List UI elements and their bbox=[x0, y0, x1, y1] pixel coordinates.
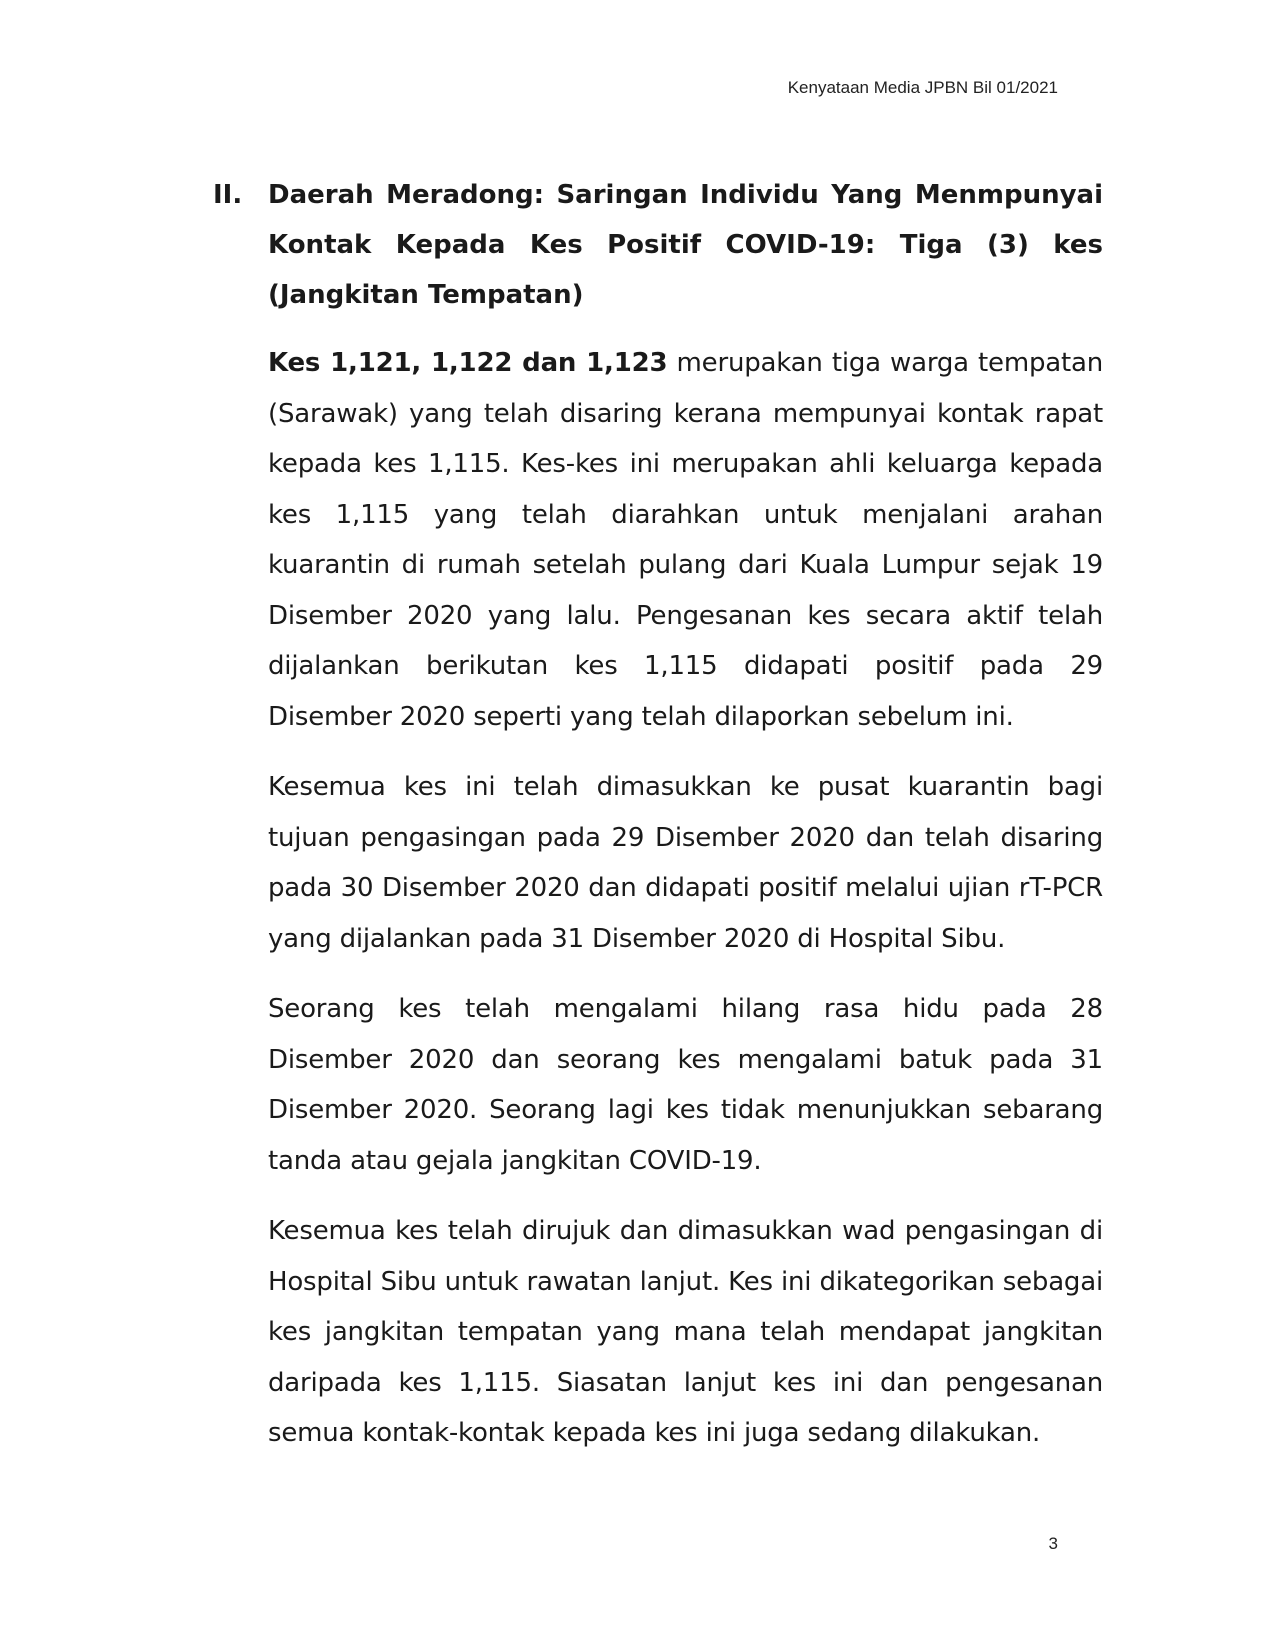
section-heading bbox=[213, 170, 1103, 320]
document-section bbox=[213, 170, 1103, 1479]
section-number: II. bbox=[213, 180, 243, 210]
paragraph-3: Seorang kes telah mengalami hilang rasa hidu pada 28 Disember 2020 dan seorang kes mengalami batuk pada 31 Disember 2020. Seorang lagi kes tidak menunjukkan sebarang tanda atau gejala jangkitan COVID-19. bbox=[268, 994, 1103, 1176]
paragraph-1 bbox=[268, 338, 1103, 742]
section-title: Daerah Meradong: Saringan Individu Yang Menmpunyai Kontak Kepada Kes Positif COVID-19: Tiga (3) kes (Jangkitan Tempatan) bbox=[268, 180, 1103, 310]
paragraph-1-text: merupakan tiga warga tempatan (Sarawak) yang telah disaring kerana mempunyai kontak rapat kepada kes 1,115. Kes-kes ini merupakan ahli keluarga kepada kes 1,115 yang telah diarahkan untuk menjalani arahan kuarantin di rumah setelah pulang dari Kuala Lumpur sejak 19 Disember 2020 yang lalu. Pengesanan kes secara aktif telah dijalankan berikutan kes 1,115 didapati positif pada 29 Disember 2020 seperti yang telah dilaporkan sebelum ini. bbox=[268, 348, 1104, 732]
section-body bbox=[268, 338, 1103, 1459]
paragraph-1-bold-lead: Kes 1,121, 1,122 dan 1,123 bbox=[268, 348, 668, 378]
paragraph-2: Kesemua kes ini telah dimasukkan ke pusat kuarantin bagi tujuan pengasingan pada 29 Disember 2020 dan telah disaring pada 30 Disember 2020 dan didapati positif melalui ujian rT-PCR yang dijalankan pada 31 Disember 2020 di Hospital Sibu. bbox=[268, 772, 1103, 954]
document-reference-header: Kenyataan Media JPBN Bil 01/2021 bbox=[787, 78, 1058, 97]
paragraph-4: Kesemua kes telah dirujuk dan dimasukkan wad pengasingan di Hospital Sibu untuk rawatan lanjut. Kes ini dikategorikan sebagai kes jangkitan tempatan yang mana telah mendapat jangkitan daripada kes 1,115. Siasatan lanjut kes ini dan pengesanan semua kontak-kontak kepada kes ini juga sedang dilakukan. bbox=[268, 1216, 1103, 1448]
page-number: 3 bbox=[1048, 1534, 1058, 1553]
